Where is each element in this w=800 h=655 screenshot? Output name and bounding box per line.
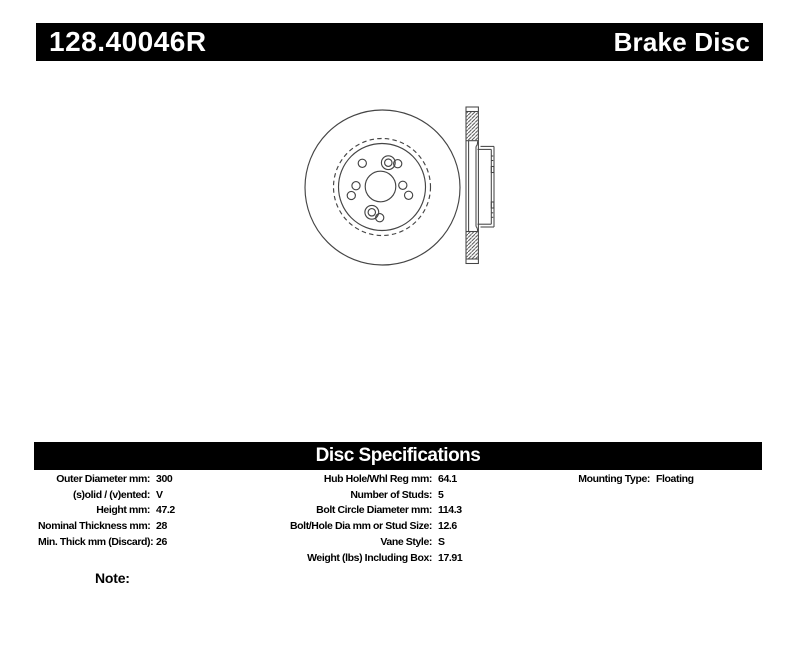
spec-column-mounting [542, 472, 694, 488]
spec-row-bolt-hole-dia [246, 519, 462, 535]
spec-value: 5 [438, 488, 444, 501]
section-hatch-top [467, 112, 478, 140]
spec-label: Vane Style: [380, 535, 432, 548]
technical-drawing-icon [280, 95, 515, 275]
spec-row-nominal-thickness [38, 519, 175, 535]
spec-row-mounting-type [542, 472, 694, 488]
spec-label: Bolt/Hole Dia mm or Stud Size: [289, 520, 432, 533]
spec-value: 12.6 [438, 520, 457, 533]
spec-value: V [156, 488, 163, 501]
spec-value: 26 [156, 535, 167, 548]
spec-value: Floating [656, 473, 694, 485]
lug-holes [347, 159, 413, 222]
ringed-hole-markers [365, 156, 395, 219]
spec-value: 47.2 [156, 504, 175, 517]
spec-label: (s)olid / (v)ented: [73, 488, 150, 501]
spec-label: Mounting Type: [578, 473, 650, 485]
spec-value: S [438, 535, 445, 548]
spec-row-number-of-studs [246, 488, 462, 504]
center-hub-hole [365, 171, 396, 202]
section-hatch-bottom [467, 232, 478, 259]
spec-row-vane-style [246, 535, 462, 551]
spec-value: 64.1 [438, 473, 457, 485]
spec-row-min-thickness [38, 535, 175, 551]
spec-value: 17.91 [438, 551, 463, 564]
spec-label: Bolt Circle Diameter mm: [316, 504, 432, 517]
spec-value: 300 [156, 473, 173, 485]
rotor-outer-edge [305, 110, 460, 265]
spec-row-outer-diameter [38, 472, 175, 488]
spec-column-hub-studs [246, 472, 462, 566]
spec-label: Weight (lbs) Including Box: [307, 551, 432, 564]
spec-value: 28 [156, 520, 167, 533]
spec-row-hub-hole [246, 472, 462, 488]
spec-row-weight [246, 551, 462, 567]
note-label: Note: [95, 570, 130, 586]
header-bar [36, 23, 763, 61]
brake-disc-front-view-icon [305, 110, 460, 265]
spec-label: Min. Thick mm (Discard): [38, 535, 154, 548]
spec-label: Outer Diameter mm: [56, 473, 150, 485]
spec-section-title: Disc Specifications [315, 445, 481, 466]
spec-label: Number of Studs: [350, 488, 432, 501]
spec-section-bar [34, 442, 762, 470]
product-title: Brake Disc [613, 26, 750, 57]
spec-row-height [38, 503, 175, 519]
spec-row-bolt-circle-diameter [246, 503, 462, 519]
spec-row-solid-vented [38, 488, 175, 504]
part-number: 128.40046R [49, 26, 207, 57]
brake-disc-cross-section-icon [466, 107, 494, 264]
spec-label: Hub Hole/Whl Reg mm: [323, 473, 432, 485]
hat-profile [478, 146, 495, 227]
spec-column-dimensions [38, 472, 175, 551]
spec-label: Height mm: [96, 504, 150, 517]
spec-value: 114.3 [438, 504, 462, 517]
spec-label: Nominal Thickness mm: [38, 520, 151, 533]
